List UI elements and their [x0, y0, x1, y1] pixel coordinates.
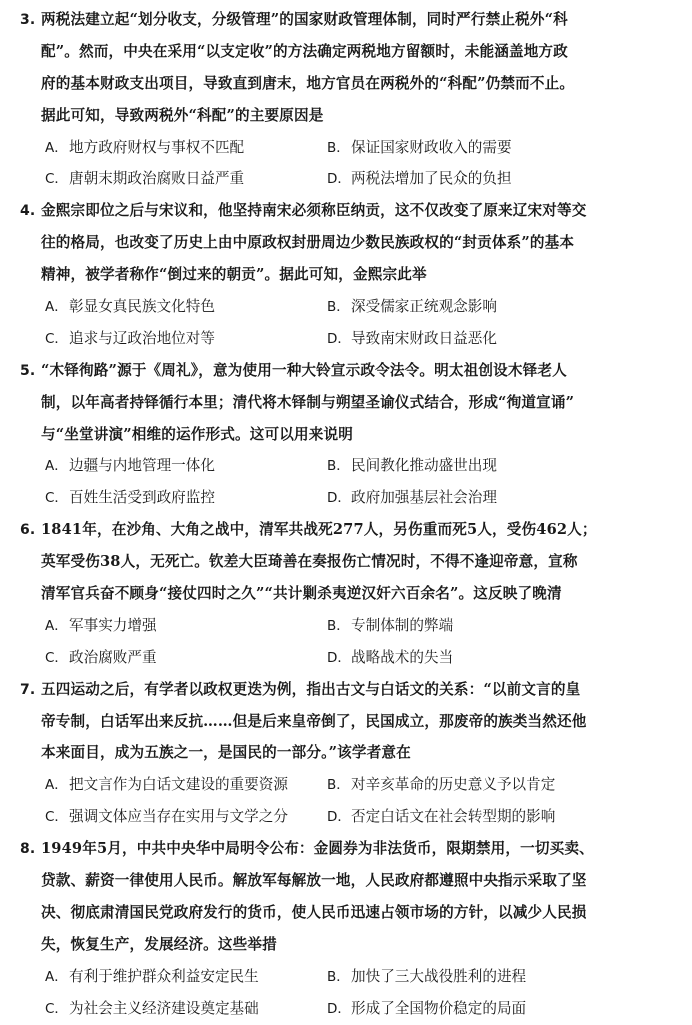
option-a: [14, 450, 323, 482]
question-stem-line: [14, 100, 682, 132]
option-a: [14, 961, 323, 993]
question-stem-line: [14, 833, 682, 865]
option-b: [323, 450, 667, 482]
question-4: [14, 195, 682, 354]
option-text: 强调文体应当存在实用与文学之分: [69, 808, 288, 826]
option-letter: D．: [327, 490, 351, 507]
option-text: 导致南宋财政日益恶化: [351, 329, 497, 347]
option-text: 追求与辽政治地位对等: [69, 329, 215, 347]
question-3: [14, 4, 682, 195]
option-letter: C．: [45, 1000, 68, 1017]
option-text: 民间教化推动盛世出现: [351, 457, 497, 475]
option-row: [14, 163, 682, 195]
question-stem-text: 贷款、薪资一律使用人民币。解放军每解放一地，人民政府都遵照中央指示采取了坚: [41, 872, 587, 890]
option-d: [323, 323, 667, 355]
option-letter: B．: [327, 777, 350, 794]
option-letter: D．: [327, 330, 351, 347]
option-row: [14, 642, 682, 674]
option-c: [14, 642, 323, 674]
option-c: [14, 482, 323, 514]
option-letter: C．: [45, 330, 68, 347]
option-letter: C．: [45, 649, 68, 666]
option-row: [14, 482, 682, 514]
option-text: 战略战术的失当: [351, 648, 454, 666]
option-row: [14, 961, 682, 993]
question-number: 4.: [20, 203, 36, 220]
option-b: [323, 769, 667, 801]
question-stem-text: 英军受伤38人，无死亡。钦差大臣琦善在奏报伤亡情况时，不得不逢迎帝意，宣称: [41, 553, 578, 571]
option-letter: D．: [327, 171, 351, 188]
question-stem-line: [14, 227, 682, 259]
question-stem-text: 决、彻底肃清国民党政府发行的货币，使人民币迅速占领市场的方针，以减少人民损: [41, 903, 587, 921]
option-a: [14, 769, 323, 801]
question-stem-text: 配”。然而，中央在采用“以支定收”的方法确定两税地方留额时，未能涵盖地方政: [41, 42, 568, 60]
question-stem-text: 1949年5月，中共中央华中局明令公布：金圆券为非法货币，限期禁用，一切买卖、: [41, 840, 594, 858]
question-stem-line: [14, 68, 682, 100]
option-d: [323, 642, 667, 674]
option-row: [14, 769, 682, 801]
option-text: 有利于维护群众利益安定民生: [69, 967, 259, 985]
question-stem-line: [14, 674, 682, 706]
option-letter: A．: [45, 617, 68, 634]
question-stem-line: [14, 546, 682, 578]
option-row: [14, 132, 682, 164]
question-stem-line: [14, 706, 682, 738]
question-8: [14, 833, 682, 1024]
option-text: 彰显女真民族文化特色: [69, 298, 215, 316]
question-stem-text: 制，以年高者持铎循行本里；清代将木铎制与朔望圣谕仪式结合，形成“徇道宣诵”: [41, 393, 575, 411]
option-letter: C．: [45, 171, 68, 188]
question-stem-text: 本来面目，成为五族之一，是国民的一部分。”该学者意在: [41, 744, 411, 762]
question-stem-line: [14, 897, 682, 929]
option-a: [14, 610, 323, 642]
question-stem-text: “木铎徇路”源于《周礼》，意为使用一种大铃宣示政令法令。明太祖创设木铎老人: [41, 361, 567, 379]
option-text: 对辛亥革命的历史意义予以肯定: [351, 776, 556, 794]
option-row: [14, 801, 682, 833]
option-letter: C．: [45, 809, 68, 826]
option-b: [323, 610, 667, 642]
option-text: 两税法增加了民众的负担: [351, 170, 512, 188]
option-letter: B．: [327, 968, 350, 985]
question-stem-text: 与“坐堂讲演”相维的运作形式。这可以用来说明: [41, 425, 353, 443]
question-5: [14, 355, 682, 514]
option-text: 否定白话文在社会转型期的影响: [351, 808, 556, 826]
option-c: [14, 801, 323, 833]
question-number: 7.: [20, 681, 36, 698]
option-letter: B．: [327, 299, 350, 316]
option-text: 把文言作为白话文建设的重要资源: [69, 776, 288, 794]
option-text: 军事实力增强: [69, 616, 157, 634]
option-text: 保证国家财政收入的需要: [351, 138, 512, 156]
option-text: 政治腐败严重: [69, 648, 157, 666]
option-letter: A．: [45, 458, 68, 475]
option-text: 百姓生活受到政府监控: [69, 489, 215, 507]
option-d: [323, 993, 667, 1025]
question-stem-line: [14, 419, 682, 451]
option-letter: C．: [45, 490, 68, 507]
question-number: 8.: [20, 841, 36, 858]
option-text: 深受儒家正统观念影响: [351, 298, 497, 316]
option-letter: D．: [327, 649, 351, 666]
option-b: [323, 291, 667, 323]
option-b: [323, 132, 667, 164]
option-letter: A．: [45, 299, 68, 316]
option-row: [14, 993, 682, 1025]
question-stem-line: [14, 865, 682, 897]
option-letter: A．: [45, 139, 68, 156]
question-number: 5.: [20, 362, 36, 379]
option-letter: B．: [327, 617, 350, 634]
option-row: [14, 450, 682, 482]
question-stem-text: 五四运动之后，有学者以政权更迭为例，指出古文与白话文的关系：“以前文言的皇: [41, 680, 581, 698]
question-stem-line: [14, 36, 682, 68]
question-stem-text: 两税法建立起“划分收支，分级管理”的国家财政管理体制，同时严行禁止税外“科: [41, 11, 568, 28]
question-stem-line: [14, 737, 682, 769]
question-7: [14, 674, 682, 833]
option-d: [323, 482, 667, 514]
option-letter: A．: [45, 968, 68, 985]
option-a: [14, 291, 323, 323]
option-d: [323, 163, 667, 195]
question-stem-text: 往的格局，也改变了历史上由中原政权封册周边少数民族政权的“封贡体系”的基本: [41, 234, 575, 252]
option-b: [323, 961, 667, 993]
option-d: [323, 801, 667, 833]
question-stem-text: 失，恢复生产，发展经济。这些举措: [41, 935, 277, 953]
option-text: 为社会主义经济建设奠定基础: [69, 999, 259, 1017]
option-text: 边疆与内地管理一体化: [69, 457, 215, 475]
question-stem-line: [14, 195, 682, 227]
option-c: [14, 993, 323, 1025]
option-letter: D．: [327, 809, 351, 826]
question-stem-line: [14, 259, 682, 291]
question-stem-text: 帝专制，白话军出来反抗……但是后来皇帝倒了，民国成立，那废帝的族类当然还他: [41, 712, 587, 730]
question-stem-line: [14, 578, 682, 610]
option-a: [14, 132, 323, 164]
question-stem-text: 1841年，在沙角、大角之战中，清军共战死277人，另伤重而死5人，受伤462人；: [41, 521, 597, 539]
question-stem-text: 府的基本财政支出项目，导致直到唐末，地方官员在两税外的“科配”仍禁而不止。: [41, 74, 575, 92]
question-stem-line: [14, 929, 682, 961]
option-row: [14, 291, 682, 323]
question-number: 6.: [20, 522, 36, 539]
question-stem-line: [14, 387, 682, 419]
option-letter: B．: [327, 139, 350, 156]
question-stem-text: 金熙宗即位之后与宋议和，他坚持南宋必须称臣纳贡，这不仅改变了原来辽宋对等交: [41, 202, 587, 220]
question-stem-text: 清军官兵奋不顾身“接仗四时之久”“共计剿杀夷逆汉奸六百余名”。这反映了晚清: [41, 585, 562, 603]
option-text: 唐朝末期政治腐败日益严重: [69, 170, 245, 188]
option-text: 政府加强基层社会治理: [351, 489, 497, 507]
question-stem-text: 据此可知，导致两税外“科配”的主要原因是: [41, 106, 324, 124]
question-stem-line: [14, 355, 682, 387]
option-letter: D．: [327, 1000, 351, 1017]
question-number: 3.: [20, 12, 36, 28]
option-letter: A．: [45, 777, 68, 794]
option-row: [14, 610, 682, 642]
option-c: [14, 323, 323, 355]
question-6: [14, 514, 682, 673]
option-letter: B．: [327, 458, 350, 475]
option-text: 加快了三大战役胜利的进程: [351, 967, 527, 985]
option-text: 专制体制的弊端: [351, 616, 454, 634]
question-stem-line: [14, 4, 682, 36]
question-stem-line: [14, 514, 682, 546]
option-c: [14, 163, 323, 195]
question-stem-text: 精神，被学者称作“倒过来的朝贡”。据此可知，金熙宗此举: [41, 266, 427, 284]
option-text: 地方政府财权与事权不匹配: [69, 138, 245, 156]
option-text: 形成了全国物价稳定的局面: [351, 999, 527, 1017]
option-row: [14, 323, 682, 355]
